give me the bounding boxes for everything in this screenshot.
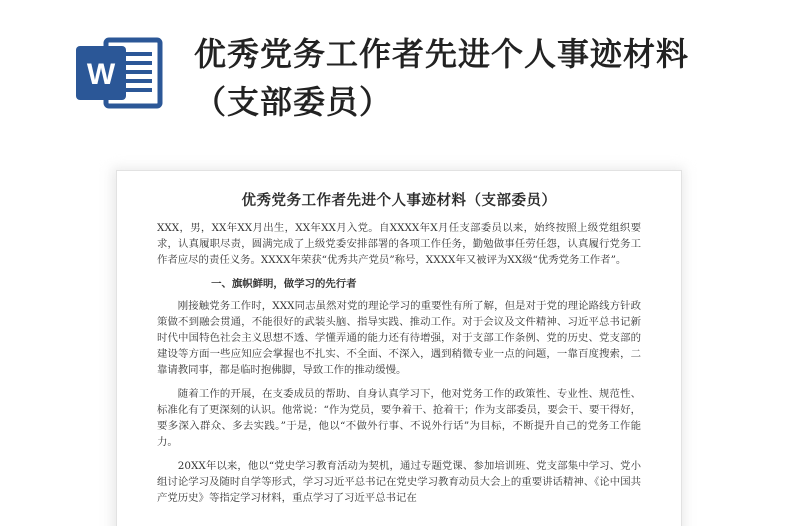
document-title: 优秀党务工作者先进个人事迹材料（支部委员） [241,192,557,209]
word-icon-letter: W [86,58,116,91]
header [0,0,800,150]
intro-paragraph: XXX，男，XX年XX月出生，XX年XX月入党。自XXXX年X月任支部委员以来，始终按照上级党组织要求，认真履职尽责，圆满完成了上级党委安排部署的各项工作任务，勤勉做事任劳任怨，认真履行党务工作者应尽的责任义务。XXXX年荣获“优秀共产党员”称号，XXXX年又被评为XX级“优秀党务工作者”。 [157,222,641,266]
body-paragraph: 随着工作的开展，在支委成员的帮助、自身认真学习下，他对党务工作的政策性、专业性、规范性、标准化有了更深刻的认识。他常说：“作为党员，要争着干、抢着干；作为支部委员，要会干、要干得好，要多深入群众、多去实践。”于是，他以“不做外行事、不说外行话”为目标，不断提升自己的党务工作能力。 [157,388,641,448]
document-page [116,170,682,526]
section-heading: 一、旗帜鲜明，做学习的先行者 [211,278,357,290]
body-paragraph: 20XX年以来，他以“党史学习教育活动为契机，通过专题党课、参加培训班、党支部集中学习、党小组讨论学习及随时自学等形式，学习习近平总书记在党史学习教育动员大会上的重要讲话精神、《论中国共产党历史》等指定学习材料，重点学习了习近平总书记在 [157,460,641,504]
word-doc-icon [72,36,164,110]
page-title: 优秀党务工作者先进个人事迹材料（支部委员） [194,35,690,121]
document-body [117,220,681,506]
body-paragraph: 刚接触党务工作时，XXX同志虽然对党的理论学习的重要性有所了解，但是对于党的理论路线方针政策做不到融会贯通，不能很好的武装头脑、指导实践、推动工作。对于会议及文件精神、习近平总书记新时代中国特色社会主义思想不透、学懂弄通的能力还有待增强，对于支部工作条例、党的历史、党支部的建设等方面一些应知应会掌握也不扎实、不全面、不深入，遇到稍微专业一点的问题，一靠百度搜索，二靠请教同事，都是临时抱佛脚，导致工作的推动缓慢。 [157,300,641,376]
